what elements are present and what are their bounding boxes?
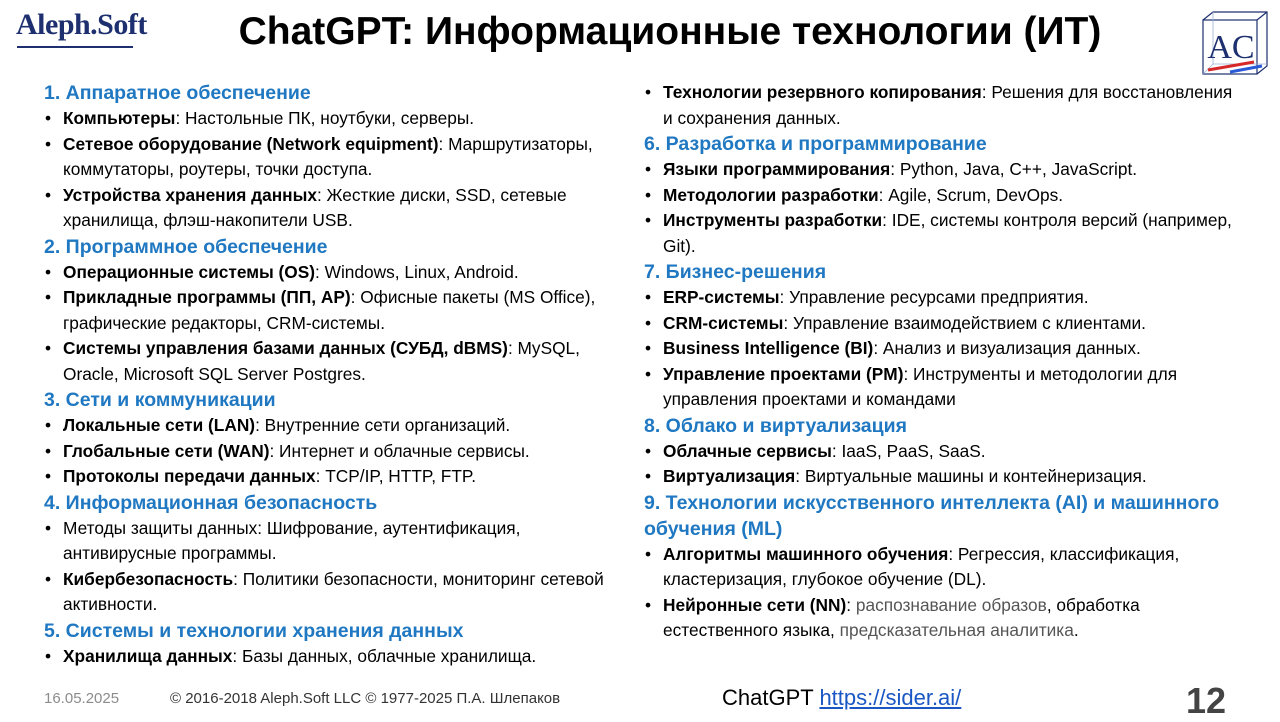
item-term: Облачные сервисы	[663, 440, 832, 461]
bullet-list	[44, 413, 634, 490]
item-term: CRM-системы	[663, 312, 784, 333]
list-item	[644, 542, 1244, 593]
left-column	[44, 80, 634, 669]
section-heading: 3. Сети и коммуникации	[44, 389, 276, 411]
item-text: , обработка естественного языка,	[663, 594, 1140, 640]
ac-logo-icon	[1200, 10, 1270, 78]
list-item	[44, 336, 634, 387]
list-item	[44, 516, 634, 567]
item-text: : Python, Java, C++, JavaScript.	[890, 159, 1138, 179]
item-text: : Маршрутизаторы, коммутаторы, роутеры, точки доступа.	[63, 133, 593, 179]
item-text: : Анализ и визуализация данных.	[873, 338, 1141, 358]
item-text: : Настольные ПК, ноутбуки, серверы.	[175, 108, 475, 128]
list-item-neural-networks	[644, 593, 1244, 644]
list-item	[44, 644, 634, 670]
item-text: : Политики безопасности, мониторинг сетевой активности.	[63, 568, 604, 614]
item-text: : Виртуальные машины и контейнеризация.	[795, 466, 1147, 486]
item-term: Протоколы передачи данных	[63, 466, 316, 486]
item-text: : Agile, Scrum, DevOps.	[878, 184, 1064, 205]
section-heading: 9. Технологии искусственного интеллекта (AI) и машинного обучения (ML)	[644, 491, 1220, 540]
item-text: : Инструменты и методологии для управления проектами и командами	[663, 363, 1178, 409]
section-heading: 8. Облако и виртуализация	[644, 414, 907, 437]
bullet-list	[644, 439, 1244, 490]
section-heading: 7. Бизнес-решения	[644, 261, 827, 283]
aleph-soft-logo: Aleph.Soft	[16, 8, 147, 41]
section-heading: 1. Аппаратное обеспечение	[44, 82, 311, 104]
item-text: : Управление взаимодействием с клиентами.	[783, 312, 1146, 333]
item-term: Локальные сети (LAN)	[63, 415, 256, 435]
logo-underline	[17, 46, 133, 48]
item-text: : Регрессия, классификация, кластеризация, глубокое обучение (DL).	[663, 543, 1180, 589]
item-term: Хранилища данных	[63, 645, 233, 666]
list-item	[644, 311, 1244, 337]
section-heading: 4. Информационная безопасность	[44, 491, 378, 514]
list-item	[644, 208, 1244, 259]
item-text-highlight: предсказательная аналитика	[839, 620, 1074, 640]
item-term: Устройства хранения данных	[63, 184, 317, 205]
item-term: Языки программирования	[663, 159, 891, 179]
list-item	[644, 439, 1244, 465]
list-item	[644, 336, 1244, 362]
section-heading: 5. Системы и технологии хранения данных	[44, 619, 464, 642]
item-text: : Windows, Linux, Android.	[315, 261, 519, 282]
chatgpt-label: ChatGPT	[722, 685, 814, 710]
list-item	[44, 567, 634, 618]
right-column	[644, 80, 1244, 644]
page-title: ChatGPT: Информационные технологии (ИТ)	[238, 10, 1102, 53]
item-term: Кибербезопасность	[63, 568, 234, 589]
list-item	[44, 285, 634, 336]
ac-logo-letters: AC	[1207, 29, 1255, 66]
item-text: : TCP/IP, HTTP, FTP.	[315, 466, 477, 486]
item-text: : Управление ресурсами предприятия.	[779, 287, 1089, 307]
item-text: :	[846, 594, 856, 615]
item-text: : Базы данных, облачные хранилища.	[232, 645, 537, 666]
item-term: Глобальные сети (WAN)	[63, 440, 270, 461]
item-text: : IaaS, PaaS, SaaS.	[831, 440, 986, 461]
item-text: Методы защиты данных: Шифрование, аутентификация, антивирусные программы.	[63, 517, 521, 563]
bullet-list	[44, 106, 634, 234]
item-term: ERP-системы	[663, 287, 780, 307]
bullet-list	[44, 260, 634, 388]
list-item	[44, 439, 634, 465]
section-heading: 2. Программное обеспечение	[44, 235, 328, 258]
item-term: Инструменты разработки	[663, 210, 883, 230]
item-text: : Офисные пакеты (MS Office), графические редакторы, CRM-системы.	[63, 287, 596, 333]
list-item	[644, 157, 1244, 183]
list-item	[44, 464, 634, 490]
item-text-highlight: распознавание образов	[855, 594, 1047, 615]
item-text: : IDE, системы контроля версий (например, Git).	[663, 210, 1232, 256]
bullet-list	[644, 285, 1244, 413]
list-item	[644, 362, 1244, 413]
page-number: 12	[1186, 680, 1227, 721]
list-item	[644, 285, 1244, 311]
bullet-list	[44, 644, 634, 670]
item-text: : Решения для восстановления и сохранения данных.	[663, 82, 1233, 128]
item-term: Виртуализация	[663, 466, 796, 486]
bullet-list	[44, 516, 634, 618]
list-item	[644, 464, 1244, 490]
item-term: Прикладные программы (ПП, AP)	[63, 287, 351, 307]
item-text: : Жесткие диски, SSD, сетевые хранилища, флэш-накопители USB.	[63, 184, 567, 230]
bullet-list	[644, 542, 1244, 644]
item-term: Business Intelligence (BI)	[663, 338, 874, 358]
item-text: : Внутренние сети организаций.	[255, 415, 511, 435]
item-term: Операционные системы (OS)	[63, 261, 316, 282]
list-item	[44, 413, 634, 439]
list-item	[44, 132, 634, 183]
item-term: Компьютеры	[63, 108, 176, 128]
item-text: : MySQL, Oracle, Microsoft SQL Server Postgres.	[63, 338, 580, 384]
item-term: Сетевое оборудование (Network equipment)	[63, 133, 439, 154]
section-heading: 6. Разработка и программирование	[644, 133, 987, 155]
footer-chatgpt-source	[722, 685, 961, 711]
item-text: : Интернет и облачные сервисы.	[269, 440, 530, 461]
item-text: .	[1073, 620, 1079, 640]
item-term: Управление проектами (PM)	[663, 363, 904, 384]
list-item	[644, 183, 1244, 209]
footer-copyright: © 2016-2018 Aleph.Soft LLC © 1977-2025 П.А. Шлепаков	[170, 690, 561, 707]
item-term: Системы управления базами данных (СУБД, dBMS)	[63, 338, 508, 358]
bullet-list-continued	[644, 80, 1244, 131]
bullet-list	[644, 157, 1244, 259]
list-item	[44, 260, 634, 286]
list-item	[44, 183, 634, 234]
item-term: Алгоритмы машинного обучения	[663, 543, 949, 564]
sider-link[interactable]: https://sider.ai/	[819, 685, 962, 710]
item-term: Методологии разработки	[663, 184, 879, 205]
item-term: Технологии резервного копирования	[663, 82, 982, 102]
footer-date: 16.05.2025	[44, 690, 120, 707]
list-item	[644, 80, 1244, 131]
item-term: Нейронные сети (NN)	[663, 594, 847, 615]
list-item	[44, 106, 634, 132]
